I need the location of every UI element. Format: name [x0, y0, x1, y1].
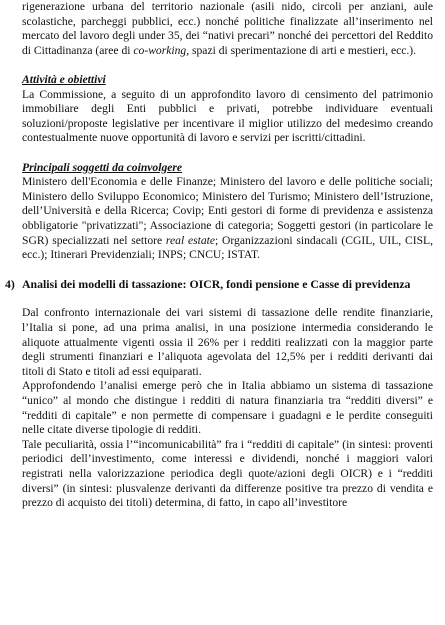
section-number: 4): [5, 277, 15, 292]
paragraph-peculiarita: Tale peculiarità, ossia l’“incomunicabilità” fra i “redditi di capitale” (in sintesi: proventi periodici dell’investimento, come interessi e dividendi, nonché i maggiori valori registrati nella valorizzazione periodica degli quote/azioni degli OICR) e i “redditi diversi” (in sintesi: plusvalenze derivanti da differenze positive tra prezzo di vendita e prezzo di acquisto dei titoli) determina, di fatto, in capo all’investitore: [22, 437, 433, 510]
soggetti-heading: Principali soggetti da coinvolgere: [22, 160, 183, 174]
section-title: Analisi dei modelli di tassazione: OICR, fondi pensione e Casse di previdenza: [22, 277, 411, 292]
attivita-heading: Attività e obiettivi: [22, 72, 106, 86]
attivita-paragraph: La Commissione, a seguito di un approfondito lavoro di censimento del patrimonio immobiliare degli Enti pubblici e privati, potrebbe individuare eventuali soluzioni/proposte legislative per incentivare il miglior utilizzo del medesimo creando contestualmente nuove opportunità di lavoro e servizi per iscritti/cittadini.: [22, 87, 433, 145]
intro-paragraph: rigenerazione urbana del territorio nazionale (asili nido, circoli per anziani, aule scolastiche, parcheggi pubblici, ecc.) nonché politiche finalizzate all’inserimento nel mercato del lavoro degli under 35, dei “nativi precari” nonché dei percettori del Reddito di Cittadinanza (aree di co-working, spazi di sperimentazione di arti e mestieri, ecc.).: [22, 0, 433, 57]
paragraph-approfondendo: Approfondendo l’analisi emerge però che in Italia abbiamo un sistema di tassazione “unico” al mondo che distingue i redditi di natura finanziaria tra “redditi diversi” e “redditi di capitale” e non permette di compensare i guadagni e le perdite conseguiti nelle citate diverse tipologie di redditi.: [22, 379, 433, 437]
paragraph-confronto: Dal confronto internazionale dei vari sistemi di tassazione delle rendite finanziarie, l’Italia si pone, ad una prima analisi, in una posizione intermedia considerando le aliquote attualmente vigenti ossia il 26% per i redditi realizzati con la maggior parte degli strumenti finanziari e l’aliquota agevolata del 12,5% per i redditi derivanti dai titoli di Stato e titoli ad essi equiparati.: [22, 306, 433, 378]
soggetti-paragraph: Ministero dell'Economia e delle Finanze; Ministero del lavoro e delle politiche sociali; Ministero dello Sviluppo Economico; Ministero del Turismo; Ministero dell’Istruzione, dell’Università e della Ricerca; Covip; Enti gestori di forme di previdenza e assistenza obbligatorie "privatizzati"; Associazione di categoria; Soggetti gestori (in particolare le SGR) specializzati nel settore real estate; Organizzazioni sindacali (CGIL, UIL, CISL, ecc.); Itinerari Previdenziali; INPS; CNCU; ISTAT.: [22, 175, 433, 262]
section-4-heading: [5, 277, 433, 292]
